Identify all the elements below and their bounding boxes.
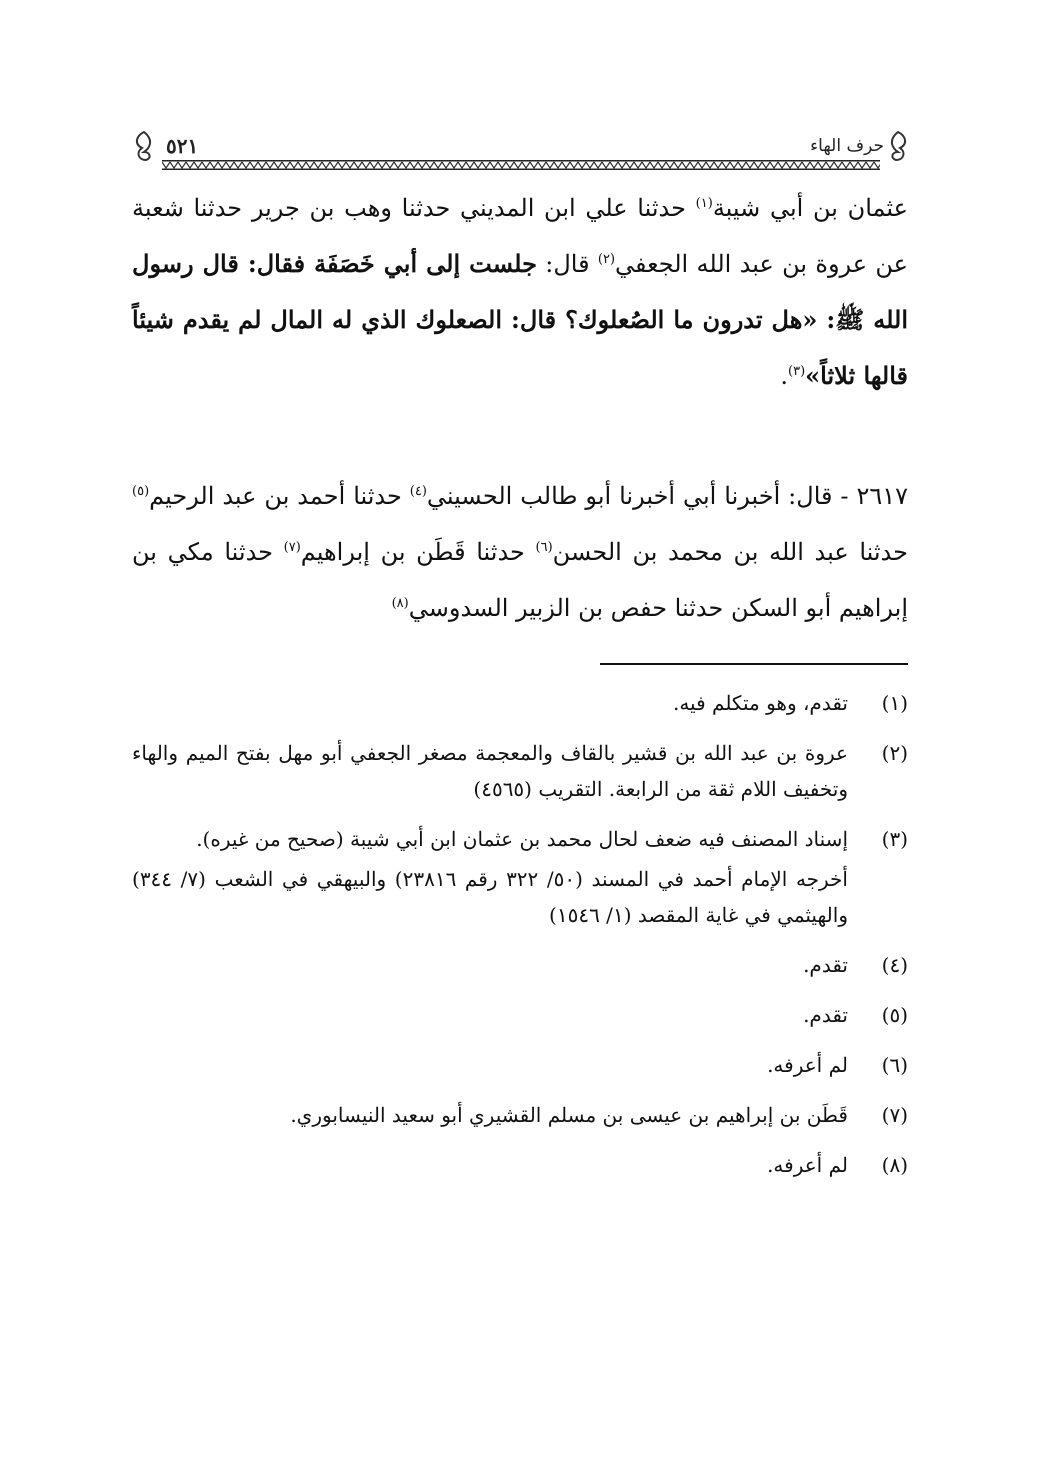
footnote-number: (٣) [881, 827, 908, 851]
footnote-ref-1[interactable]: (١) [695, 196, 713, 211]
footnote-text: إسناد المصنف فيه ضعف لحال محمد بن عثمان ابن أبي شيبة (صحيح من غيره). [196, 827, 848, 851]
footnote-ref-3[interactable]: (٣) [788, 364, 806, 379]
footnote-number: (٦) [881, 1053, 908, 1077]
footnote-number: (١) [881, 691, 908, 715]
footnote-text: قَطَن بن إبراهيم بن عيسى بن مسلم القشيري أبو سعيد النيسابوري. [290, 1103, 848, 1127]
footnote [132, 685, 908, 721]
footnote-number: (٤) [881, 953, 908, 977]
page-header [132, 128, 910, 174]
footnote-text: تقدم. [803, 1003, 848, 1027]
main-text-paragraph-2 [132, 468, 908, 636]
footnote-number: (٢) [881, 741, 908, 765]
footnote-ref-8[interactable]: (٨) [391, 596, 409, 611]
footnote-ref-5[interactable]: (٥) [132, 484, 150, 499]
footnote [132, 821, 908, 857]
footnote-number: (٨) [881, 1153, 908, 1177]
footnote-separator [600, 663, 908, 665]
hadith-text: جلست إلى أبي خَصَفَة فقال: قال رسول الله ﷺ: «هل تدرون ما الصُعلوك؟ قال: الصعلوك الذي له المال لم يقدم شيئاً قالها ثلاثاً» [132, 249, 908, 390]
page-number: ٥٢١ [166, 134, 199, 158]
corner-ornament-icon [132, 130, 156, 162]
text-run: حدثنا قَطَن بن إبراهيم [300, 538, 536, 566]
footnote-ref-4[interactable]: (٤) [409, 484, 427, 499]
footnote-text: تقدم. [803, 953, 848, 977]
main-text-paragraph-1 [132, 180, 908, 404]
footnote-text: لم أعرفه. [767, 1153, 848, 1177]
footnote-text: عروة بن عبد الله بن قشير بالقاف والمعجمة مصغر الجعفي أبو مهل بفتح الميم والهاء وتخفيف اللام ثقة من الرابعة. التقريب (٤٥٦٥) [132, 741, 848, 801]
footnote-ref-2[interactable]: (٢) [597, 252, 616, 267]
text-run: قال: [536, 250, 598, 278]
text-run: حدثنا علي ابن المديني حدثنا وهب بن جرير حدثنا شعبة عن عروة بن عبد الله الجعفي [132, 194, 908, 278]
footnote-ref-6[interactable]: (٦) [535, 540, 553, 555]
footnote-number: (٥) [881, 1003, 908, 1027]
footnote [132, 997, 908, 1033]
text-run: حدثنا أحمد بن عبد الرحيم [149, 482, 410, 510]
text-run: حدثنا مكي بن إبراهيم أبو السكن حدثنا حفص بن الزبير السدوسي [132, 538, 908, 622]
text-run: ٢٦١٧ - قال: أخبرنا أبي أخبرنا أبو طالب الحسيني [426, 482, 909, 510]
footnote [132, 1147, 908, 1183]
footnotes [132, 685, 908, 1197]
footnote-text: تقدم، وهو متكلم فيه. [672, 691, 848, 715]
footnote-ref-7[interactable]: (٧) [283, 540, 301, 555]
text-run: حدثنا عبد الله بن محمد بن الحسن [552, 538, 908, 566]
text-run: . [780, 362, 789, 390]
decorative-border [162, 160, 880, 170]
footnote [132, 735, 908, 807]
text-run: عثمان بن أبي شيبة [712, 194, 908, 222]
corner-ornament-icon [886, 130, 910, 162]
footnote [132, 1047, 908, 1083]
footnote-continuation: أخرجه الإمام أحمد في المسند (٥٠/ ٣٢٢ رقم ٢٣٨١٦) والبيهقي في الشعب (٧/ ٣٤٤) والهيثمي في غاية المقصد (١/ ١٥٤٦) [132, 867, 848, 927]
running-header-title: حرف الهاء [810, 136, 884, 156]
footnote-text: لم أعرفه. [767, 1053, 848, 1077]
footnote [132, 947, 908, 983]
footnote [132, 1097, 908, 1133]
footnote-number: (٧) [881, 1103, 908, 1127]
